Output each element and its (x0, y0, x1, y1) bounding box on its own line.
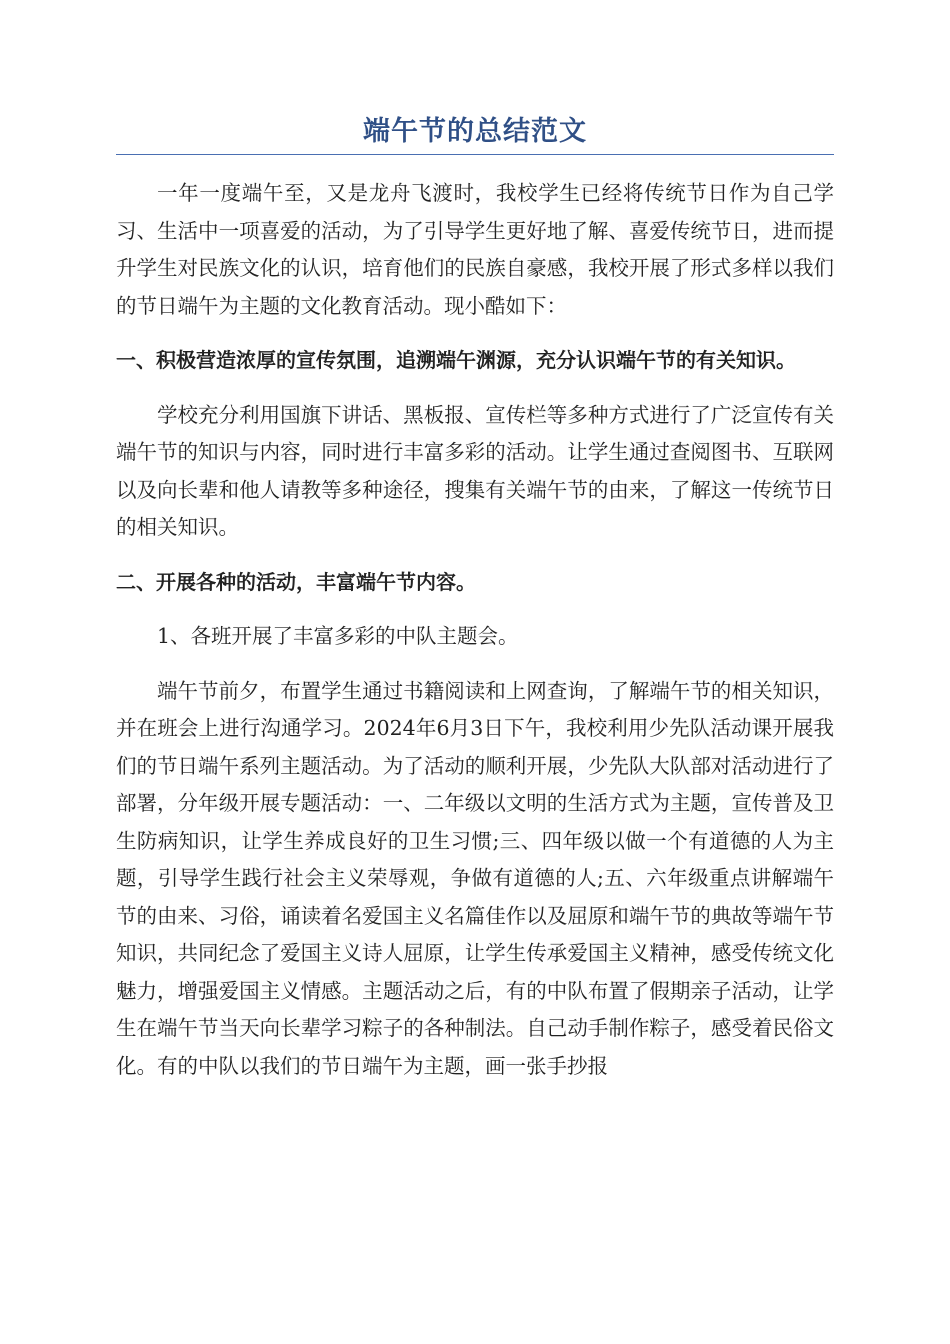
document-title: 端午节的总结范文 (363, 116, 587, 147)
intro-paragraph: 一年一度端午至，又是龙舟飞渡时，我校学生已经将传统节日作为自己学习、生活中一项喜爱的活动，为了引导学生更好地了解、喜爱传统节日，进而提升学生对民族文化的认识，培育他们的民族自豪感，我校开展了形式多样以我们的节日端午为主题的文化教育活动。现小酷如下： (116, 181, 834, 318)
title-underline (116, 154, 834, 155)
section-2-heading: 二、开展各种的活动，丰富端午节内容。 (116, 569, 476, 594)
section-1-paragraph: 学校充分利用国旗下讲话、黑板报、宣传栏等多种方式进行了广泛宣传有关端午节的知识与内容，同时进行丰富多彩的活动。让学生通过查阅图书、互联网以及向长辈和他人请教等多种途径，搜集有关端午节的由来，了解这一传统节日的相关知识。 (116, 402, 834, 539)
section-2-item-1: 1、各班开展了丰富多彩的中队主题会。 (157, 624, 519, 648)
section-1-heading: 一、积极营造浓厚的宣传氛围，追溯端午渊源，充分认识端午节的有关知识。 (116, 348, 796, 372)
document-page (116, 112, 834, 1102)
section-2-paragraph: 端午节前夕，布置学生通过书籍阅读和上网查询，了解端午节的相关知识，并在班会上进行沟通学习。2024年6月3日下午，我校利用少先队活动课开展我们的节日端午系列主题活动。为了活动的顺利开展，少先队大队部对活动进行了部署，分年级开展专题活动：一、二年级以文明的生活方式为主题，宣传普及卫生防病知识，让学生养成良好的卫生习惯;三、四年级以做一个有道德的人为主题，引导学生践行社会主义荣辱观，争做有道德的人;五、六年级重点讲解端午节的由来、习俗，诵读着名爱国主义名篇佳作以及屈原和端午节的典故等端午节知识，共同纪念了爱国主义诗人屈原，让学生传承爱国主义精神，感受传统文化魅力，增强爱国主义情感。主题活动之后，有的中队布置了假期亲子活动，让学生在端午节当天向长辈学习粽子的各种制法。自己动手制作粽子，感受着民俗文化。有的中队以我们的节日端午为主题，画一张手抄报 (116, 678, 834, 1078)
